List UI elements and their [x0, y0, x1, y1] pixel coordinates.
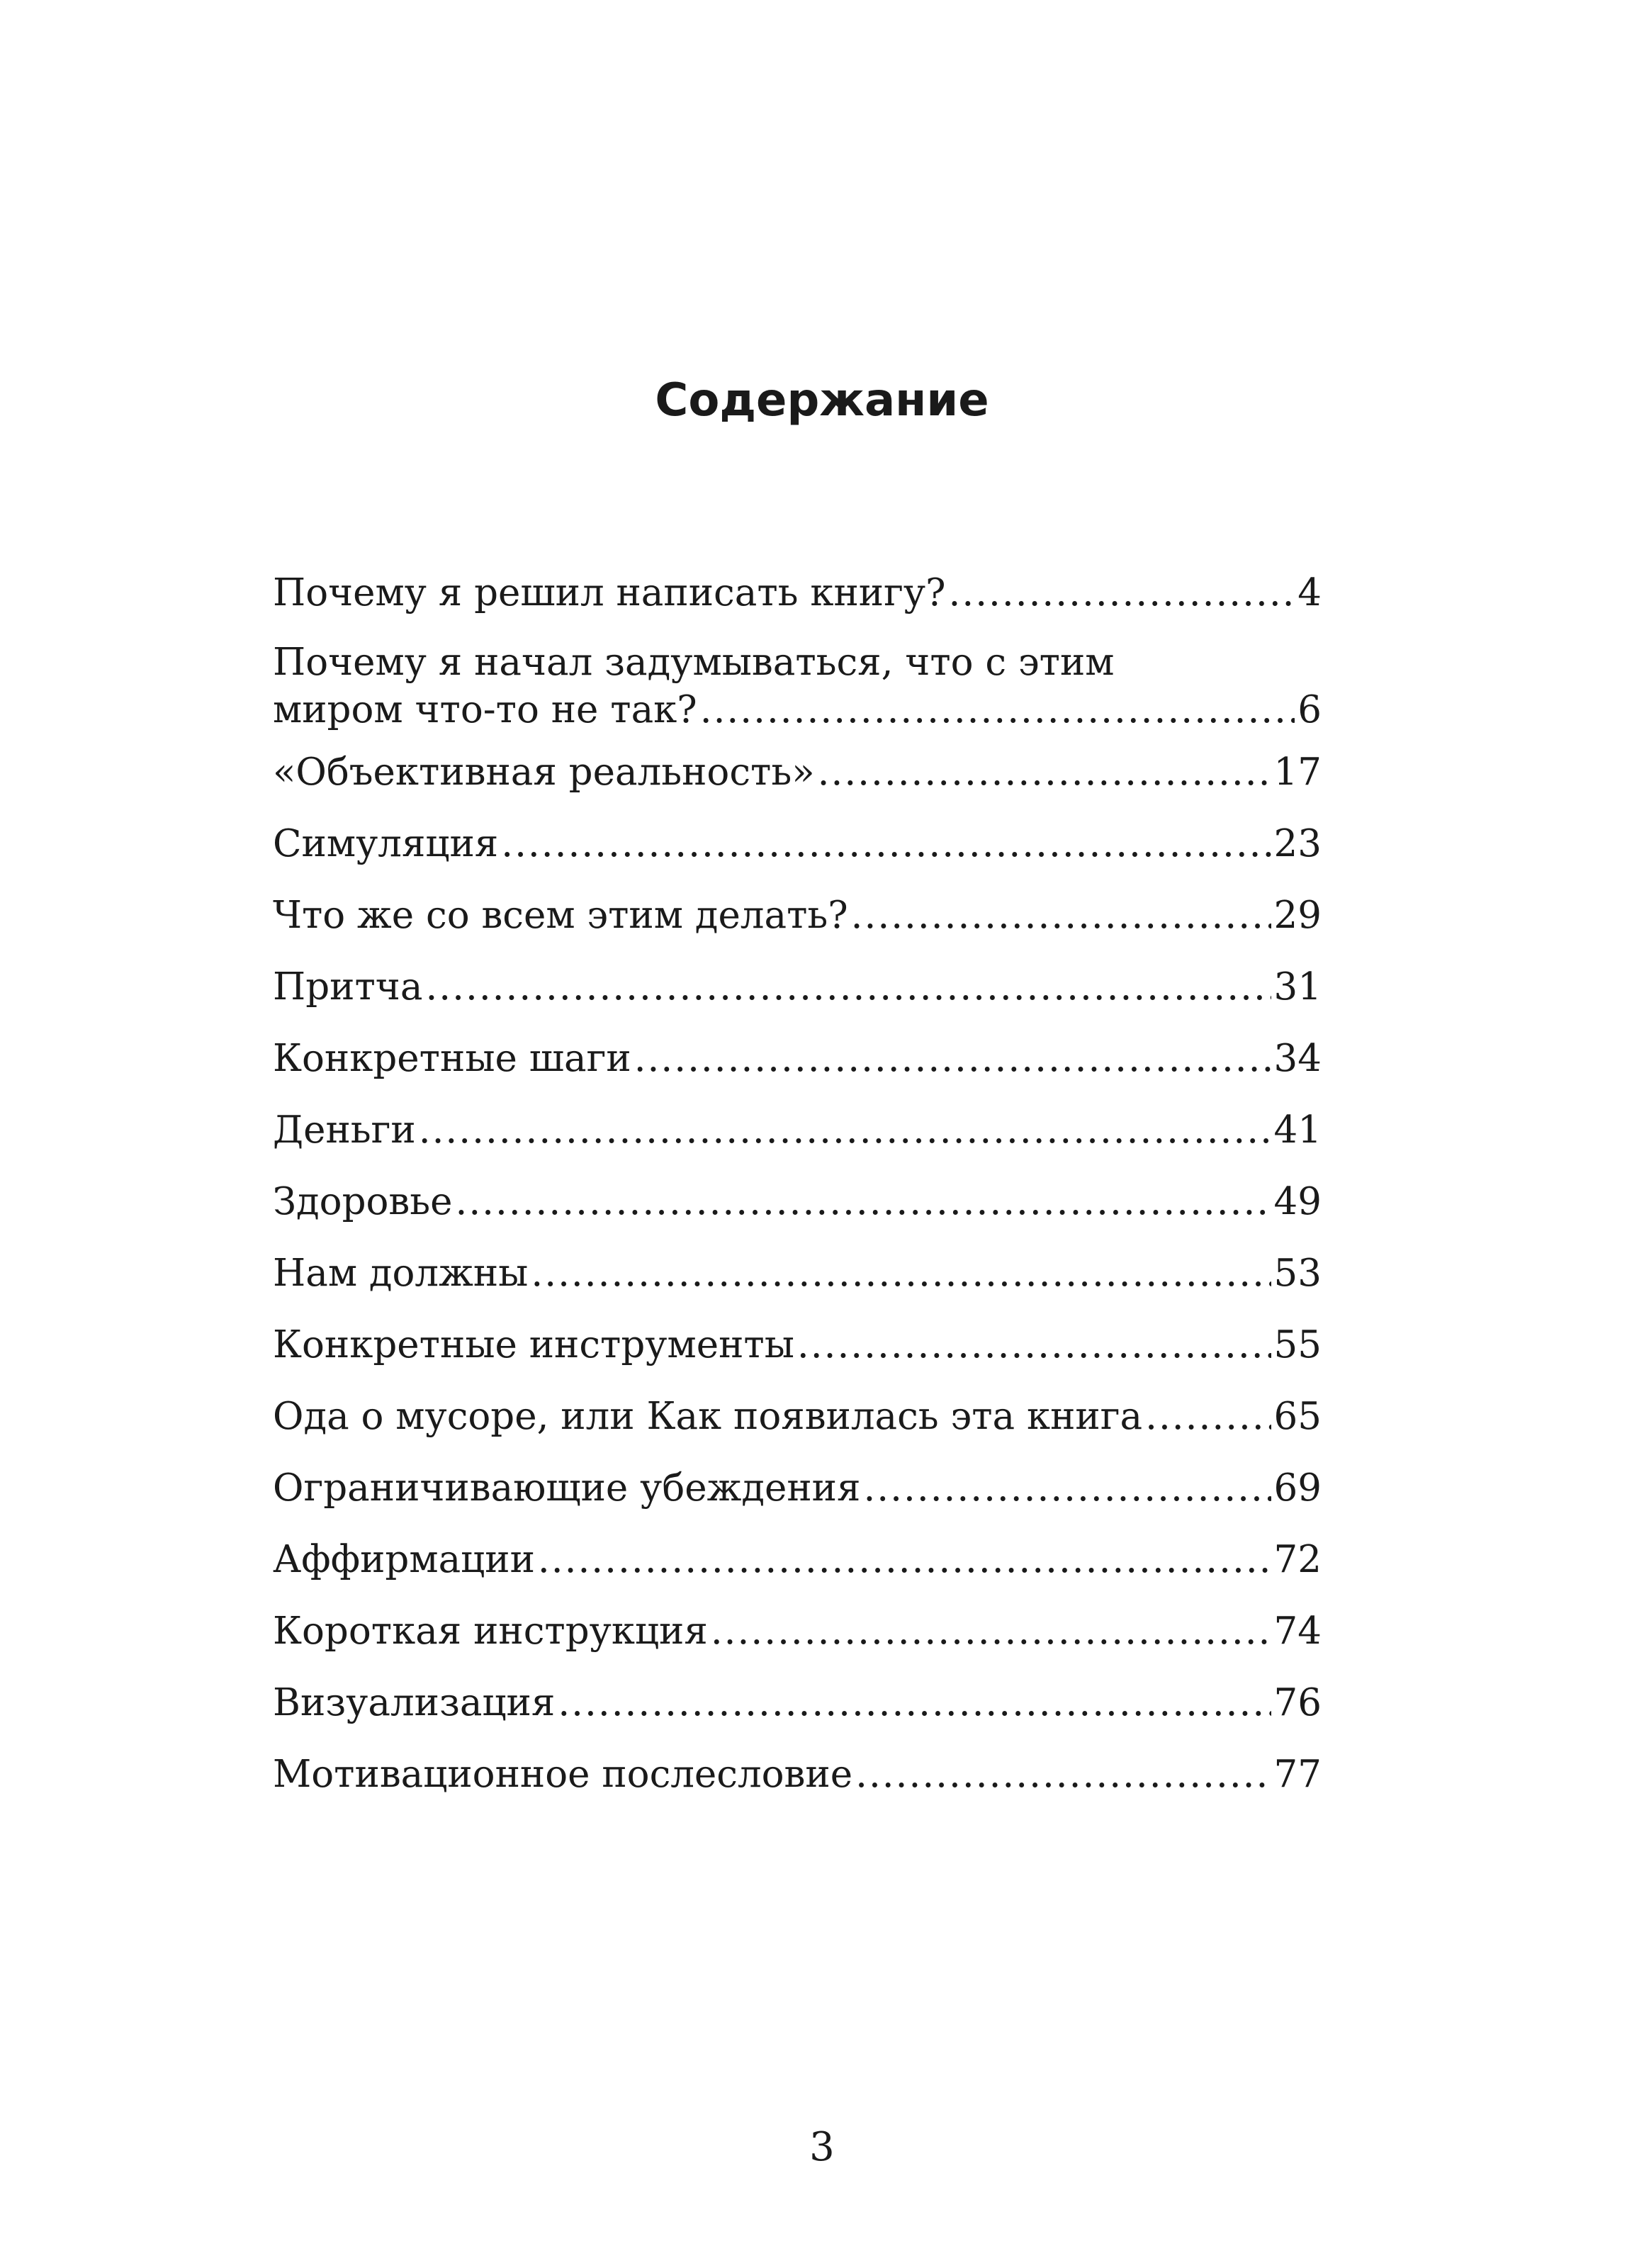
toc-entry-page: 31 [1273, 965, 1322, 1009]
toc-entry-title: Ода о мусоре, или Как появилась эта книга [273, 1395, 1143, 1438]
toc-entry [273, 1023, 1322, 1094]
page-number: 3 [809, 2124, 835, 2170]
toc-entry-title: Что же со всем этим делать? [273, 894, 848, 937]
toc-dot-leader [851, 880, 1271, 951]
toc-entry-page: 53 [1273, 1252, 1322, 1295]
toc-dot-leader [501, 808, 1271, 880]
toc-entry [273, 1166, 1322, 1237]
toc-entry [273, 880, 1322, 951]
toc-entry-title: «Объективная реальность» [273, 751, 815, 794]
toc-dot-leader [797, 1309, 1271, 1381]
toc-entry [273, 951, 1322, 1023]
toc-entry-page: 4 [1297, 571, 1322, 614]
toc-entry-page: 6 [1297, 688, 1322, 731]
toc-entry-title: Деньги [273, 1108, 416, 1152]
toc-entry [273, 629, 1322, 736]
toc-entry-title: Ограничивающие убеждения [273, 1466, 861, 1510]
toc-entry [273, 1309, 1322, 1381]
toc-entry [273, 557, 1322, 629]
toc-entry-title: миром что-то не так? [273, 688, 697, 731]
toc-dot-leader [1145, 1381, 1271, 1452]
toc-entry-page: 74 [1273, 1610, 1322, 1653]
toc-dot-leader [863, 1452, 1271, 1524]
toc-entry-page: 69 [1273, 1466, 1322, 1510]
toc-dot-leader [419, 1094, 1271, 1166]
toc-entry [273, 1237, 1322, 1309]
toc-entry-title: Конкретные шаги [273, 1037, 631, 1080]
toc-dot-leader [455, 1166, 1271, 1237]
toc-entry [273, 736, 1322, 808]
toc-entry-page: 49 [1273, 1180, 1322, 1223]
toc-entry-title: Короткая инструкция [273, 1610, 708, 1653]
toc-entry [273, 1667, 1322, 1739]
toc-dot-leader [531, 1237, 1271, 1309]
toc-dot-leader [700, 686, 1295, 734]
toc-entry-page: 65 [1273, 1395, 1322, 1438]
toc-entry-title: Здоровье [273, 1180, 453, 1223]
toc-entry-page: 41 [1273, 1108, 1322, 1152]
toc-entry-title: Мотивационное послесловие [273, 1753, 853, 1796]
toc-entry-page: 76 [1273, 1681, 1322, 1724]
toc-dot-leader [818, 736, 1271, 808]
toc-entry-page: 23 [1273, 822, 1322, 865]
toc-dot-leader [538, 1524, 1271, 1595]
toc-dot-leader [634, 1023, 1271, 1094]
toc-entry-title: Нам должны [273, 1252, 529, 1295]
toc-entry-title: Почему я решил написать книгу? [273, 571, 946, 614]
toc-entry-title: Аффирмации [273, 1538, 535, 1581]
toc-entry-title: Притча [273, 965, 423, 1009]
toc-entry [273, 808, 1322, 880]
toc-dot-leader [855, 1739, 1271, 1810]
toc-entry-page: 55 [1273, 1323, 1322, 1366]
toc-dot-leader [425, 951, 1271, 1023]
toc-entry-page: 34 [1273, 1037, 1322, 1080]
toc-entry-page: 17 [1273, 751, 1322, 794]
toc-entry-title: Симуляция [273, 822, 499, 865]
toc-entry [273, 1094, 1322, 1166]
toc-entry-title-line1: Почему я начал задумываться, что с этим [273, 641, 1115, 684]
toc-entry-page: 77 [1273, 1753, 1322, 1796]
toc-entry [273, 1452, 1322, 1524]
toc-entry [273, 1595, 1322, 1667]
toc-dot-leader [711, 1595, 1271, 1667]
toc-entry-page: 72 [1273, 1538, 1322, 1581]
toc-heading: Содержание [655, 374, 989, 427]
toc-entry-title: Конкретные инструменты [273, 1323, 794, 1366]
toc-entry [273, 1739, 1322, 1810]
table-of-contents [273, 557, 1322, 1810]
toc-entry [273, 1524, 1322, 1595]
toc-entry-title: Визуализация [273, 1681, 556, 1724]
toc-entry [273, 1381, 1322, 1452]
toc-entry-page: 29 [1273, 894, 1322, 937]
toc-dot-leader [949, 557, 1295, 629]
toc-dot-leader [558, 1667, 1271, 1739]
